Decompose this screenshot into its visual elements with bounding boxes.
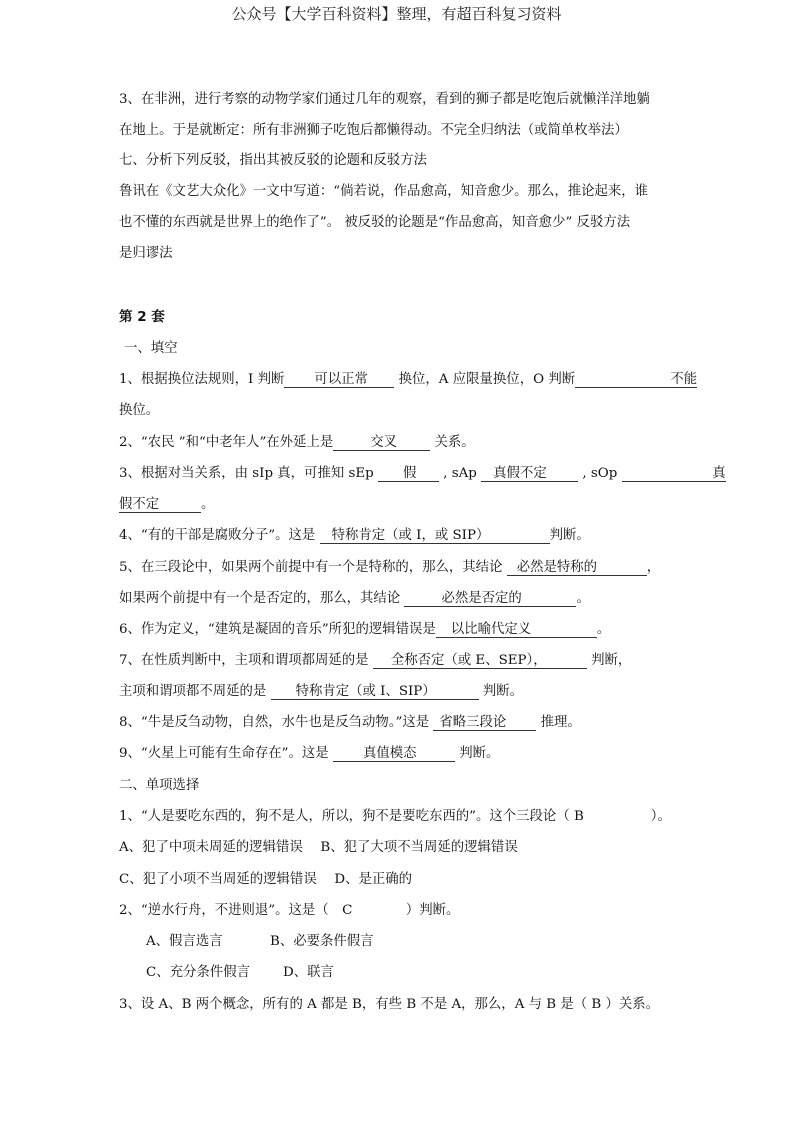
text: 9、“火星上可能有生命存在”。这是 [119, 746, 329, 761]
paragraph-line: 3、在非洲，进行考察的动物学家们通过几年的观察，看到的狮子都是吃饱后就懒洋洋地躺 [119, 92, 650, 107]
paragraph-line: 是归谬法 [119, 246, 173, 261]
text: 1、根据换位法规则，I 判断 [119, 372, 285, 387]
question-8 [119, 714, 581, 732]
question-1 [119, 371, 697, 389]
question-9 [119, 745, 499, 763]
option-b: B、犯了大项不当周延的逻辑错误 [320, 840, 518, 855]
answer-blank: 真 [622, 466, 726, 482]
option-c: C、充分条件假言 [146, 965, 250, 980]
option-a: A、犯了中项未周延的逻辑错误 [119, 840, 303, 855]
text: 3、根据对当关系，由 sIp 真，可推知 sEp [119, 466, 374, 481]
question-5-cont [119, 590, 590, 608]
text: 判断。 [459, 746, 500, 761]
text: 推理。 [540, 715, 581, 730]
option-b: B、必要条件假言 [270, 934, 374, 949]
question-1-cont: 换位。 [119, 403, 160, 418]
option-d: D、是正确的 [334, 872, 413, 887]
answer-blank: 必然是特称的 [507, 560, 647, 576]
section-heading: 二、单项选择 [119, 778, 200, 793]
text: , sAp [443, 466, 477, 481]
question-2 [119, 434, 475, 452]
paragraph-line: 也不懂的东西就是世界上的绝作了”。 被反驳的论题是“作品愈高，知音愈少” 反驳方法 [119, 215, 631, 230]
answer-blank: 省略三段论 [433, 715, 536, 731]
text: 5、在三段论中，如果两个前提中有一个是特称的，那么，其结论 [119, 560, 503, 575]
text: 主项和谓项都不周延的是 [119, 684, 267, 699]
mc-options [146, 933, 374, 951]
answer-blank: 真值模态 [333, 746, 455, 762]
section-heading: 一、填空 [124, 341, 178, 356]
text: 判断。 [549, 528, 590, 543]
answer-blank: 真假不定 [481, 466, 578, 482]
text: 如果两个前提中有一个是否定的，那么，其结论 [119, 591, 401, 606]
text: , sOp [582, 466, 618, 481]
text: 7、在性质判断中，主项和谓项都周延的是 [119, 653, 369, 668]
mc-question-1: 1、“人是要吃东西的，狗不是人，所以，狗不是要吃东西的”。这个三段论（ B ）。 [119, 809, 671, 824]
text: 判断， [591, 653, 632, 668]
text: 4、“有的干部是腐败分子”。这是 [119, 528, 316, 543]
question-7-cont [119, 683, 523, 701]
text: 6、作为定义，“建筑是凝固的音乐”所犯的逻辑错误是 [119, 622, 436, 637]
question-5 [119, 559, 660, 577]
answer-blank: 交叉 [333, 435, 430, 451]
question-3 [119, 465, 726, 483]
text: 。 [576, 591, 590, 606]
text: 判断。 [482, 684, 523, 699]
paragraph-line: 鲁讯在《文艺大众化》一文中写道：“倘若说，作品愈高，知音愈少。那么，推论起来，谁 [119, 184, 649, 199]
set-title: 第 2 套 [119, 309, 165, 325]
mc-options [119, 839, 518, 857]
answer-blank: 特称肯定（或 I，或 SIP） [320, 528, 550, 544]
answer-blank: 假 [378, 466, 439, 482]
answer-blank: 不能 [575, 372, 697, 388]
answer-blank: 以比喻代定义 [436, 622, 597, 638]
question-4 [119, 527, 590, 545]
answer-blank: 假不定 [119, 497, 201, 513]
mc-question-2: 2、“逆水行舟，不进则退”。这是（ C ）判断。 [119, 903, 460, 918]
answer-blank: 必然是否定的 [404, 591, 576, 607]
option-a: A、假言选言 [146, 934, 223, 949]
option-d: D、联言 [283, 965, 334, 980]
mc-options [146, 964, 334, 982]
question-3-cont [119, 496, 214, 514]
text: 。 [201, 497, 215, 512]
option-c: C、犯了小项不当周延的逻辑错误 [119, 872, 317, 887]
text: 。 [596, 622, 611, 637]
text: 2、“农民 ”和“中老年人”在外延上是 [119, 435, 334, 450]
page-header: 公众号【大学百科资料】整理，有超百科复习资料 [231, 5, 562, 23]
answer-blank: 全称否定（或 E、SEP）， [373, 653, 587, 669]
question-6 [119, 621, 610, 639]
mc-options [119, 871, 412, 889]
mc-question-3: 3、设 A、B 两个概念，所有的 A 都是 B，有些 B 不是 A，那么，A 与 B 是（ B ）关系。 [119, 997, 660, 1012]
text: 关系。 [434, 435, 475, 450]
section-heading: 七、分析下列反驳，指出其被反驳的论题和反驳方法 [119, 153, 427, 168]
question-7 [119, 652, 631, 670]
text: 换位，A 应限量换位，O 判断 [398, 372, 576, 387]
answer-blank: 特称肯定（或 I、SIP） [271, 684, 479, 700]
paragraph-line: 在地上。于是就断定：所有非洲狮子吃饱后都懒得动。不完全归纳法（或简单枚举法） [119, 123, 628, 138]
text: ， [646, 560, 661, 575]
text: 8、“牛是反刍动物，自然，水牛也是反刍动物。”这是 [119, 715, 430, 730]
answer-blank: 可以正常 [284, 372, 394, 388]
